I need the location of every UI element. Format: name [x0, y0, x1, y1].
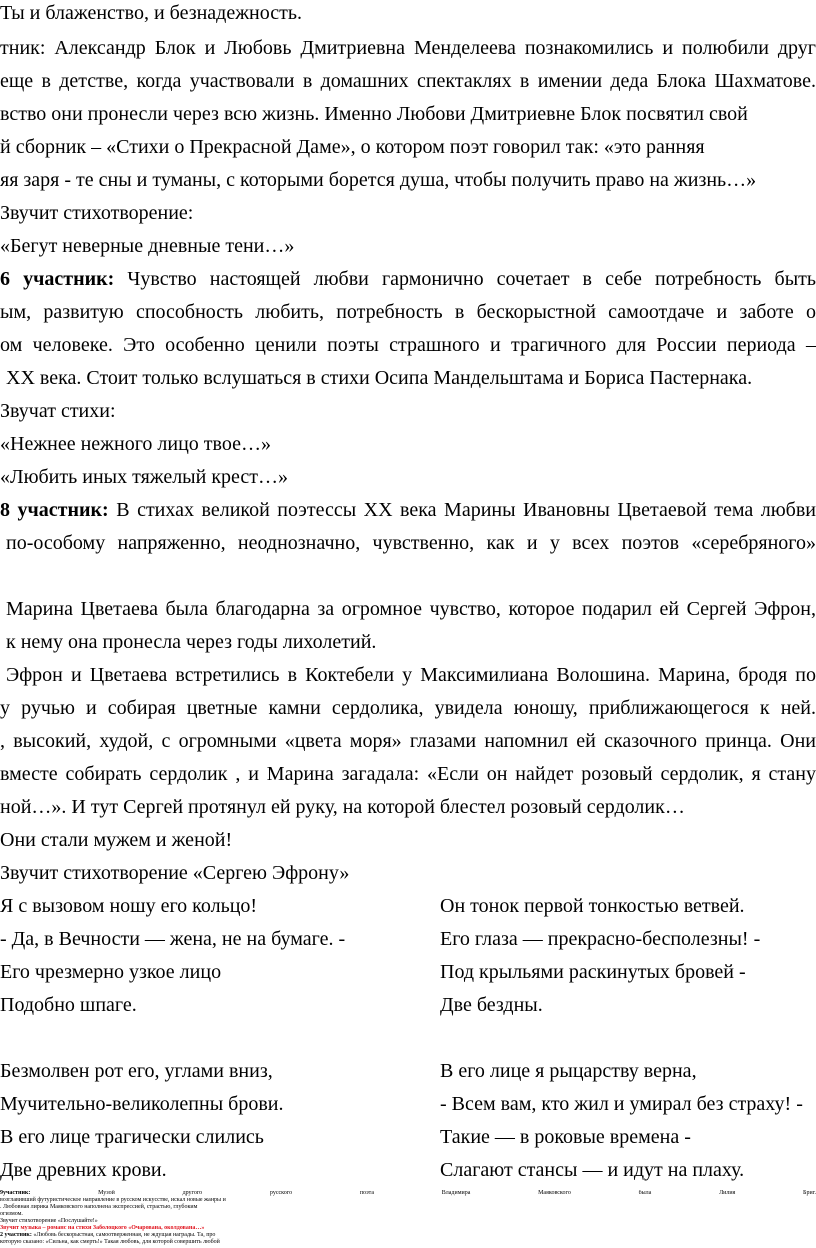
text-line: Они стали мужем и женой! — [0, 829, 233, 851]
poem-line: Две древних крови. — [0, 1159, 167, 1181]
poem-line: Его чрезмерно узкое лицо — [0, 961, 222, 983]
poem-title: «Нежнее нежного лицо твое…» — [0, 433, 271, 455]
poem-line: Безмолвен рот его, углами вниз, — [0, 1060, 273, 1082]
text-line: Звучит стихотворение «Сергею Эфрону» — [0, 862, 350, 884]
poem-line: Слагают стансы — и идут на плаху. — [440, 1159, 745, 1181]
participant-label: 6 участник: — [0, 268, 115, 290]
text-line: Звучит стихотворение: — [0, 202, 194, 224]
text-line: тник: Александр Блок и Любовь Дмитриевна Менделеева познакомились и полюбили друг — [0, 37, 816, 59]
poem-line: Его глаза — прекрасно-бесполезны! - — [440, 928, 761, 950]
poem-line: Подобно шпаге. — [0, 994, 137, 1016]
participant-line: 8 участник: В стихах великой поэтессы XX века Марины Ивановны Цветаевой тема любви — [0, 499, 816, 521]
text-line: вство они пронесли через всю жизнь. Именно Любови Дмитриевне Блок посвятил свой — [0, 103, 748, 125]
poem-line: Он тонок первой тонкостью ветвей. — [440, 895, 745, 917]
text-line: ной…». И тут Сергей протянул ей руку, на которой блестел розовый сердолик… — [0, 796, 685, 818]
participant-label: 8 участник: — [0, 499, 109, 521]
poem-line: Такие — в роковые времена - — [440, 1126, 691, 1148]
poem-line: Две бездны. — [440, 994, 543, 1016]
text-line: Марина Цветаева была благодарна за огромное чувство, которое подарил ей Сергей Эфрон, — [6, 598, 816, 620]
poem-line: В его лице трагически слились — [0, 1126, 264, 1148]
text-line: которую сказано: «Сильна, как смерть!» Такая любовь, для которой совершить любой — [0, 1239, 220, 1245]
text-line: вместе собирать сердолик , и Марина загадала: «Если он найдет розовый сердолик, я стану — [0, 763, 816, 785]
text-line: . Любовная лирика Маяковского наполнена экспрессией, страстью, глубоким — [0, 1204, 198, 1210]
poem-line: Я с вызовом ношу его кольцо! — [0, 895, 258, 917]
music-note: Звучит музыка – романс на стихи Заболоцкого «Очарована, околдована…» — [0, 1225, 205, 1231]
poem-title: «Любить иных тяжелый крест…» — [0, 466, 289, 488]
participant-line: 9участник: Музой другого русского поэта Владимира Маяковского была Лилия Бриг. — [0, 1190, 816, 1196]
poem-line: Под крыльями раскинутых бровей - — [440, 961, 746, 983]
poem-line: - Всем вам, кто жил и умирал без страху! - — [440, 1093, 803, 1115]
text-line: возглавивший футуристическое направление в русском искусстве, искал новые жанры и — [0, 1197, 226, 1203]
text-line: огизмом. — [0, 1211, 23, 1217]
text-line: , высокий, худой, с огромными «цвета моря» глазами напомнил ей сказочного принца. Они — [0, 730, 816, 752]
text-line: к нему она пронесла через годы лихолетий. — [6, 631, 377, 653]
text-line: XX века. Стоит только вслушаться в стихи Осипа Мандельштама и Бориса Пастернака. — [6, 367, 753, 389]
text-line: еще в детстве, когда участвовали в домашних спектаклях в имении деда Блока Шахматове. — [0, 70, 816, 92]
text-line: по-особому напряженно, неоднозначно, чувственно, как и у всех поэтов «серебряного» — [6, 532, 816, 554]
text-line: Эфрон и Цветаева встретились в Коктебели у Максимилиана Волошина. Марина, бродя по — [6, 664, 816, 686]
text-line: яя заря - те сны и туманы, с которыми борется душа, чтобы получить право на жизнь…» — [0, 169, 757, 191]
participant-line: 6 участник: Чувство настоящей любви гармонично сочетает в себе потребность быть — [0, 268, 816, 290]
participant-line: 2 участник: «Любовь бескорыстная, самоотверженная, не ждущая награды. Та, про — [0, 1232, 216, 1238]
text-line: ым, развитую способность любить, потребность в бескорыстной самоотдаче и заботе о — [0, 301, 816, 323]
poem-line: В его лице я рыцарству верна, — [440, 1060, 697, 1082]
participant-label: 9участник: — [0, 1190, 31, 1196]
poem-line: Мучительно-великолепны брови. — [0, 1093, 284, 1115]
text-line: ом человеке. Это особенно ценили поэты страшного и трагичного для России периода – — [0, 334, 816, 356]
text-line: Звучат стихи: — [0, 400, 116, 422]
text-line: Звучит стихотворение «Послушайте!» — [0, 1218, 98, 1224]
text-line: й сборник – «Стихи о Прекрасной Даме», о котором поэт говорил так: «это ранняя — [0, 136, 705, 158]
text-line: Ты и блаженство, и безнадежность. — [0, 2, 302, 24]
poem-line: - Да, в Вечности — жена, не на бумаге. - — [0, 928, 346, 950]
text-line: у ручью и собирая цветные камни сердолика, увидела юношу, приближающегося к ней. — [0, 697, 816, 719]
tail-block — [0, 1190, 816, 1248]
participant-label: 2 участник: — [0, 1232, 32, 1238]
poem-title: «Бегут неверные дневные тени…» — [0, 235, 295, 257]
